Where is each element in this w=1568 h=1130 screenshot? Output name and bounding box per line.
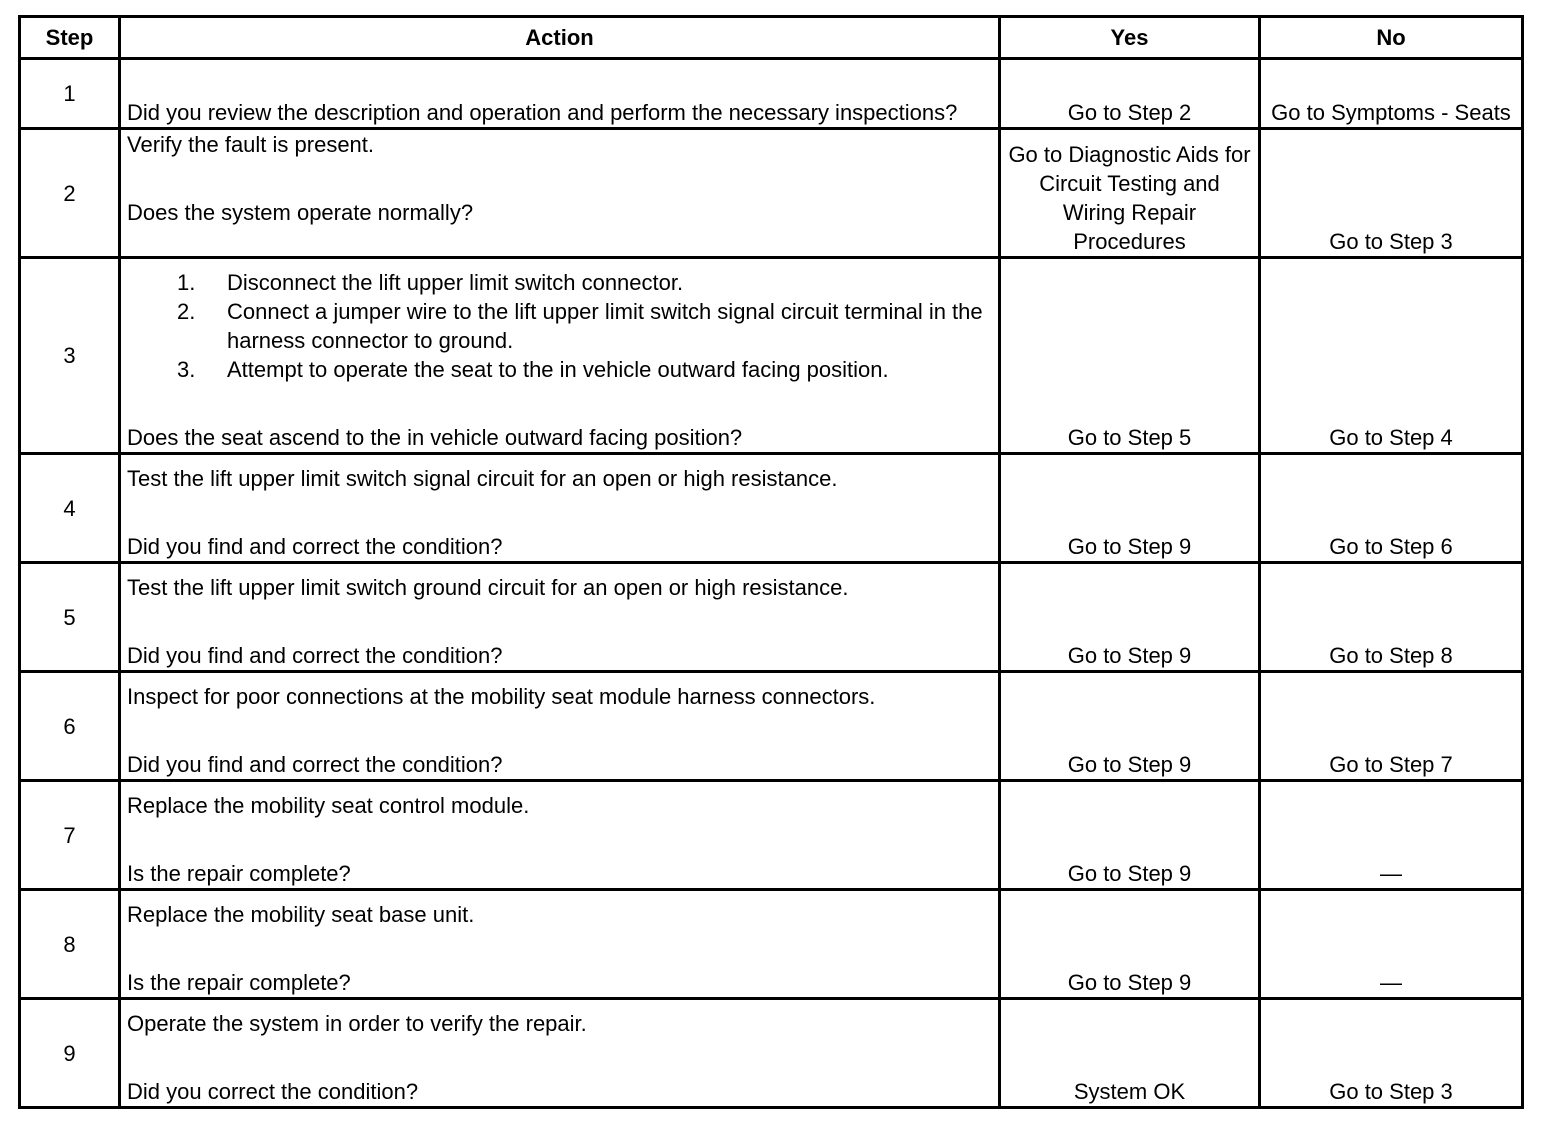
yes-cell: System OK — [1000, 999, 1260, 1108]
substep-list — [127, 268, 992, 384]
table-row — [20, 454, 1523, 563]
table-row — [20, 563, 1523, 672]
action-instruction: Verify the fault is present. — [127, 132, 375, 157]
no-cell: — — [1260, 781, 1523, 890]
substep-number: 2. — [177, 299, 196, 324]
action-cell — [120, 454, 1000, 563]
action-instruction: Operate the system in order to verify the repair. — [127, 1011, 587, 1036]
no-cell: Go to Step 6 — [1260, 454, 1523, 563]
action-question: Did you find and correct the condition? — [127, 643, 503, 668]
action-question: Did you correct the condition? — [127, 1079, 419, 1104]
diagnostic-document — [18, 15, 1524, 1109]
action-instruction: Replace the mobility seat control module. — [127, 793, 530, 818]
table-row — [20, 129, 1523, 258]
action-question: Did you find and correct the condition? — [127, 752, 503, 777]
table-row — [20, 999, 1523, 1108]
substep-number: 3. — [177, 357, 196, 382]
no-cell: Go to Symptoms - Seats — [1260, 59, 1523, 129]
yes-cell: Go to Step 9 — [1000, 890, 1260, 999]
step-number: 1 — [20, 59, 120, 129]
yes-cell: Go to Step 5 — [1000, 258, 1260, 454]
table-row — [20, 672, 1523, 781]
action-question: Does the system operate normally? — [127, 200, 474, 225]
header-no: No — [1260, 17, 1523, 59]
header-row — [20, 17, 1523, 59]
step-number: 4 — [20, 454, 120, 563]
action-cell — [120, 781, 1000, 890]
action-question: Is the repair complete? — [127, 970, 351, 995]
step-number: 8 — [20, 890, 120, 999]
action-instruction: Test the lift upper limit switch ground circuit for an open or high resistance. — [127, 575, 849, 600]
action-instruction: Replace the mobility seat base unit. — [127, 902, 475, 927]
action-instruction: Test the lift upper limit switch signal circuit for an open or high resistance. — [127, 466, 838, 491]
substep-text: Attempt to operate the seat to the in vehicle outward facing position. — [227, 357, 889, 382]
spacer — [127, 711, 992, 750]
substep-item — [177, 355, 992, 384]
no-cell: — — [1260, 890, 1523, 999]
yes-cell: Go to Diagnostic Aids for Circuit Testing and Wiring Repair Procedures — [1000, 129, 1260, 258]
spacer — [127, 493, 992, 532]
step-number: 9 — [20, 999, 120, 1108]
step-number: 6 — [20, 672, 120, 781]
action-cell — [120, 890, 1000, 999]
substep-text: Connect a jumper wire to the lift upper limit switch signal circuit terminal in the harness connector to ground. — [227, 299, 983, 353]
table-row — [20, 258, 1523, 454]
action-cell — [120, 258, 1000, 454]
action-instruction: Inspect for poor connections at the mobility seat module harness connectors. — [127, 684, 876, 709]
substep-item — [177, 268, 992, 297]
yes-cell: Go to Step 9 — [1000, 672, 1260, 781]
action-cell — [120, 129, 1000, 258]
action-question: Is the repair complete? — [127, 861, 351, 886]
substep-item — [177, 297, 992, 355]
step-number: 2 — [20, 129, 120, 258]
diagnostic-table — [18, 15, 1524, 1109]
step-number: 3 — [20, 258, 120, 454]
header-step: Step — [20, 17, 120, 59]
table-row — [20, 890, 1523, 999]
substep-number: 1. — [177, 270, 196, 295]
no-cell: Go to Step 7 — [1260, 672, 1523, 781]
no-cell: Go to Step 3 — [1260, 129, 1523, 258]
spacer — [127, 227, 992, 256]
yes-cell: Go to Step 9 — [1000, 781, 1260, 890]
yes-cell: Go to Step 9 — [1000, 563, 1260, 672]
no-cell: Go to Step 4 — [1260, 258, 1523, 454]
no-cell: Go to Step 3 — [1260, 999, 1523, 1108]
spacer — [127, 820, 992, 859]
action-cell — [120, 672, 1000, 781]
header-yes: Yes — [1000, 17, 1260, 59]
action-cell — [120, 999, 1000, 1108]
spacer — [127, 929, 992, 968]
step-number: 5 — [20, 563, 120, 672]
header-action: Action — [120, 17, 1000, 59]
action-question: Does the seat ascend to the in vehicle outward facing position? — [127, 425, 743, 450]
spacer — [127, 1038, 992, 1077]
no-cell: Go to Step 8 — [1260, 563, 1523, 672]
yes-cell: Go to Step 2 — [1000, 59, 1260, 129]
spacer — [127, 384, 992, 423]
table-row — [20, 59, 1523, 129]
table-row — [20, 781, 1523, 890]
yes-cell: Go to Step 9 — [1000, 454, 1260, 563]
spacer — [127, 159, 992, 198]
action-cell — [120, 59, 1000, 129]
action-instruction: Did you review the description and operation and perform the necessary inspections? — [127, 100, 958, 125]
action-cell — [120, 563, 1000, 672]
spacer — [127, 602, 992, 641]
action-question: Did you find and correct the condition? — [127, 534, 503, 559]
step-number: 7 — [20, 781, 120, 890]
substep-text: Disconnect the lift upper limit switch connector. — [227, 270, 684, 295]
